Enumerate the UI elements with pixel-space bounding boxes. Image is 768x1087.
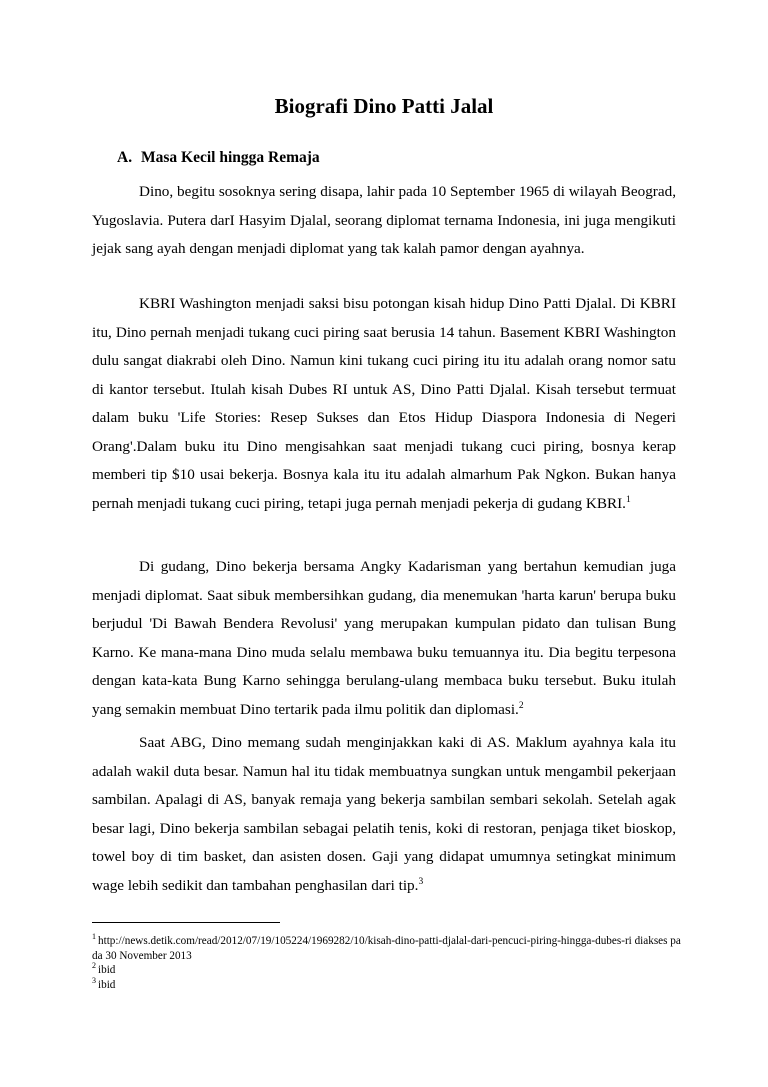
- paragraph-2-text: KBRI Washington menjadi saksi bisu potongan kisah hidup Dino Patti Djalal. Di KBRI itu, Dino pernah menjadi tukang cuci piring saat berusia 14 tahun. Basement KBRI Washington dulu sangat diakrabi oleh Dino. Namun kini tukang cuci piring itu itu adalah orang nomor satu di kantor tersebut. Itulah kisah Dubes RI untuk AS, Dino Patti Djalal. Kisah tersebut termuat dalam buku 'Life Stories: Resep Sukses dan Etos Hidup Diaspora Indonesia di Negeri Orang'.Dalam buku itu Dino mengisahkan saat menjadi tukang cuci piring, bosnya kerap memberi tip $10 usai bekerja. Bosnya kala itu itu adalah almarhum Pak Ngkon. Bukan hanya pernah menjadi tukang cuci piring, tetapi juga pernah menjadi pekerja di gudang KBRI.: [92, 295, 676, 512]
- section-heading-text: Masa Kecil hingga Remaja: [141, 149, 320, 166]
- footnotes: [92, 934, 682, 992]
- footnote-number: 3: [92, 975, 96, 985]
- paragraph-3: [92, 553, 676, 724]
- footnote-number: 2: [92, 961, 96, 971]
- footnote-1-text[interactable]: http://news.detik.com/read/2012/07/19/105224/1969282/10/kisah-dino-patti-djalal-dari-pencuci-piring-hingga-dubes-ri diakses pada 30 November 2013: [92, 935, 681, 962]
- footnote-2-text: ibid: [98, 964, 116, 976]
- footnote-1: [92, 934, 682, 963]
- footnote-number: 1: [92, 932, 96, 942]
- footnote-divider: [92, 922, 280, 923]
- section-marker: A.: [117, 149, 133, 166]
- footnote-ref-2[interactable]: 2: [518, 700, 524, 711]
- footnote-3: [92, 975, 682, 993]
- footnote-ref-1[interactable]: 1: [625, 494, 631, 505]
- paragraph-4-text: Saat ABG, Dino memang sudah menginjakkan kaki di AS. Maklum ayahnya kala itu adalah wakil duta besar. Namun hal itu tidak membuatnya sungkan untuk mengambil pekerjaan sambilan. Apalagi di AS, banyak remaja yang bekerja sambilan sembari sekolah. Setelah agak besar lagi, Dino bekerja sambilan sebagai pelatih tenis, koki di restoran, penjaga tiket bioskop, towel boy di tim basket, dan asisten dosen. Gaji yang didapat umumnya setingkat minimum wage lebih sedikit dan tambahan penghasilan dari tip.: [92, 734, 676, 894]
- footnote-2: [92, 963, 682, 978]
- paragraph-1: [92, 178, 676, 264]
- paragraph-1-text: Dino, begitu sosoknya sering disapa, lahir pada 10 September 1965 di wilayah Beograd, Yugoslavia. Putera darI Hasyim Djalal, seorang diplomat ternama Indonesia, ini juga mengikuti jejak sang ayah dengan menjadi diplomat yang tak kalah pamor dengan ayahnya.: [92, 183, 676, 257]
- paragraph-3-text: Di gudang, Dino bekerja bersama Angky Kadarisman yang bertahun kemudian juga menjadi diplomat. Saat sibuk membersihkan gudang, dia menemukan 'harta karun' berupa buku berjudul 'Di Bawah Bendera Revolusi' yang merupakan kumpulan pidato dan tulisan Bung Karno. Ke mana-mana Dino muda selalu membawa buku temuannya itu. Dia begitu terpesona dengan kata-kata Bung Karno sehingga berulang-ulang membaca buku tersebut. Buku itulah yang semakin membuat Dino tertarik pada ilmu politik dan diplomasi.: [92, 558, 676, 718]
- paragraph-2: [92, 290, 676, 518]
- paragraph-4: [92, 729, 676, 900]
- section-heading: [117, 148, 320, 168]
- document-title: Biografi Dino Patti Jalal: [274, 94, 494, 118]
- footnote-3-text: ibid: [98, 978, 116, 991]
- footnote-ref-3[interactable]: 3: [418, 876, 424, 887]
